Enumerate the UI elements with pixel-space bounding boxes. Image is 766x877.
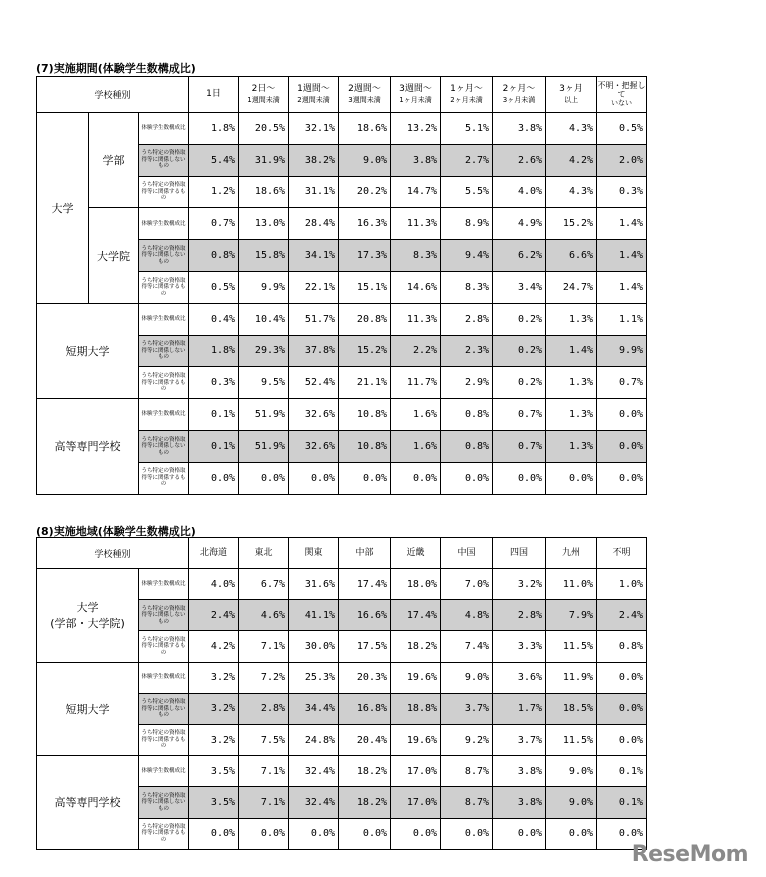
group-label-line: (学部・大学院) <box>50 617 125 631</box>
row-subcategory: 体験学生数構成比 <box>139 303 189 335</box>
value-cell: 0.0% <box>597 462 647 494</box>
value-cell: 3.8% <box>493 113 546 145</box>
value-cell: 0.0% <box>391 818 441 849</box>
col-header: 2ヶ月〜 3ヶ月未満 <box>493 77 546 113</box>
value-cell: 32.4% <box>289 756 339 787</box>
value-cell: 0.4% <box>189 303 239 335</box>
value-cell: 20.2% <box>339 176 391 208</box>
value-cell: 2.2% <box>391 335 441 367</box>
row-subcategory: うち特定の資格取得等に関係しないもの <box>139 430 189 462</box>
value-cell: 1.3% <box>546 399 597 431</box>
value-cell: 8.7% <box>441 787 493 818</box>
value-cell: 1.2% <box>189 176 239 208</box>
col-header: 中部 <box>339 538 391 569</box>
value-cell: 1.8% <box>189 335 239 367</box>
value-cell: 32.6% <box>289 430 339 462</box>
value-cell: 31.6% <box>289 569 339 600</box>
header-school-type: 学校種別 <box>37 538 189 569</box>
value-cell: 19.6% <box>391 724 441 755</box>
table8-title: (8)実施地域(体験学生数構成比) <box>36 525 196 538</box>
value-cell: 3.8% <box>493 756 546 787</box>
col-header: 3ヶ月 以上 <box>546 77 597 113</box>
value-cell: 16.6% <box>339 600 391 631</box>
value-cell: 4.3% <box>546 113 597 145</box>
row-group-label: 学部 <box>89 113 139 208</box>
table-row <box>37 662 647 693</box>
row-group-label: 高等専門学校 <box>37 756 139 850</box>
value-cell: 32.1% <box>289 113 339 145</box>
value-cell: 21.1% <box>339 367 391 399</box>
value-cell: 10.8% <box>339 399 391 431</box>
value-cell: 2.8% <box>239 693 289 724</box>
col-header: 近畿 <box>391 538 441 569</box>
value-cell: 9.0% <box>546 787 597 818</box>
value-cell: 1.6% <box>391 430 441 462</box>
value-cell: 7.0% <box>441 569 493 600</box>
table-row <box>37 208 647 240</box>
col-header: 関東 <box>289 538 339 569</box>
value-cell: 18.8% <box>391 693 441 724</box>
value-cell: 3.2% <box>189 693 239 724</box>
value-cell: 0.0% <box>289 818 339 849</box>
table8-region <box>36 537 647 850</box>
value-cell: 11.5% <box>546 724 597 755</box>
value-cell: 0.0% <box>441 462 493 494</box>
value-cell: 25.3% <box>289 662 339 693</box>
value-cell: 0.0% <box>289 462 339 494</box>
row-subcategory: うち特定の資格取得等に関係しないもの <box>139 693 189 724</box>
row-subcategory: うち特定の資格取得等に関係するもの <box>139 724 189 755</box>
value-cell: 0.3% <box>189 367 239 399</box>
value-cell: 0.0% <box>597 662 647 693</box>
value-cell: 0.0% <box>597 693 647 724</box>
value-cell: 1.4% <box>597 240 647 272</box>
value-cell: 9.5% <box>239 367 289 399</box>
row-subcategory: うち特定の資格取得等に関係しないもの <box>139 335 189 367</box>
value-cell: 18.6% <box>339 113 391 145</box>
value-cell: 16.8% <box>339 693 391 724</box>
value-cell: 10.8% <box>339 430 391 462</box>
value-cell: 0.0% <box>189 818 239 849</box>
value-cell: 2.9% <box>441 367 493 399</box>
header-school-type: 学校種別 <box>37 77 189 113</box>
value-cell: 1.0% <box>597 569 647 600</box>
value-cell: 0.1% <box>597 756 647 787</box>
value-cell: 18.2% <box>339 756 391 787</box>
col-header: 不明・把握して いない <box>597 77 647 113</box>
value-cell: 9.0% <box>441 662 493 693</box>
value-cell: 7.9% <box>546 600 597 631</box>
value-cell: 30.0% <box>289 631 339 662</box>
value-cell: 0.0% <box>597 724 647 755</box>
value-cell: 10.4% <box>239 303 289 335</box>
value-cell: 11.3% <box>391 303 441 335</box>
value-cell: 6.7% <box>239 569 289 600</box>
col-header: 2週間〜 3週間未満 <box>339 77 391 113</box>
value-cell: 9.4% <box>441 240 493 272</box>
col-header: 1週間〜 2週間未満 <box>289 77 339 113</box>
table-row <box>37 113 647 145</box>
value-cell: 6.2% <box>493 240 546 272</box>
value-cell: 4.2% <box>546 144 597 176</box>
row-subcategory: 体験学生数構成比 <box>139 662 189 693</box>
value-cell: 3.2% <box>493 569 546 600</box>
value-cell: 41.1% <box>289 600 339 631</box>
value-cell: 1.6% <box>391 399 441 431</box>
value-cell: 0.5% <box>189 271 239 303</box>
table7-duration <box>36 76 647 495</box>
row-group-label: 短期大学 <box>37 303 139 398</box>
value-cell: 0.0% <box>597 430 647 462</box>
value-cell: 19.6% <box>391 662 441 693</box>
value-cell: 7.1% <box>239 631 289 662</box>
value-cell: 34.1% <box>289 240 339 272</box>
value-cell: 3.7% <box>441 693 493 724</box>
value-cell: 4.2% <box>189 631 239 662</box>
value-cell: 0.8% <box>189 240 239 272</box>
value-cell: 0.0% <box>597 399 647 431</box>
col-header: 2日〜 1週間未満 <box>239 77 289 113</box>
value-cell: 4.0% <box>189 569 239 600</box>
value-cell: 5.4% <box>189 144 239 176</box>
value-cell: 17.0% <box>391 756 441 787</box>
col-header: 中国 <box>441 538 493 569</box>
value-cell: 0.7% <box>597 367 647 399</box>
value-cell: 3.8% <box>493 787 546 818</box>
row-subcategory: うち特定の資格取得等に関係しないもの <box>139 787 189 818</box>
value-cell: 3.4% <box>493 271 546 303</box>
value-cell: 9.9% <box>239 271 289 303</box>
row-subcategory: うち特定の資格取得等に関係するもの <box>139 271 189 303</box>
value-cell: 1.7% <box>493 693 546 724</box>
value-cell: 31.1% <box>289 176 339 208</box>
value-cell: 7.4% <box>441 631 493 662</box>
resemom-logo: ReseMom <box>631 842 748 867</box>
value-cell: 3.5% <box>189 756 239 787</box>
value-cell: 18.6% <box>239 176 289 208</box>
value-cell: 4.0% <box>493 176 546 208</box>
value-cell: 11.7% <box>391 367 441 399</box>
value-cell: 0.1% <box>189 399 239 431</box>
col-header: 1ヶ月〜 2ヶ月未満 <box>441 77 493 113</box>
value-cell: 28.4% <box>289 208 339 240</box>
value-cell: 0.2% <box>493 335 546 367</box>
value-cell: 0.0% <box>391 462 441 494</box>
value-cell: 1.3% <box>546 430 597 462</box>
value-cell: 7.2% <box>239 662 289 693</box>
value-cell: 3.8% <box>391 144 441 176</box>
value-cell: 2.8% <box>493 600 546 631</box>
value-cell: 11.3% <box>391 208 441 240</box>
value-cell: 0.0% <box>546 818 597 849</box>
value-cell: 11.0% <box>546 569 597 600</box>
value-cell: 31.9% <box>239 144 289 176</box>
value-cell: 9.9% <box>597 335 647 367</box>
value-cell: 24.7% <box>546 271 597 303</box>
col-header: 不明 <box>597 538 647 569</box>
value-cell: 13.0% <box>239 208 289 240</box>
row-subcategory: うち特定の資格取得等に関係するもの <box>139 176 189 208</box>
row-group-label: 大学院 <box>89 208 139 303</box>
row-subcategory: うち特定の資格取得等に関係するもの <box>139 631 189 662</box>
row-subcategory: 体験学生数構成比 <box>139 756 189 787</box>
value-cell: 3.7% <box>493 724 546 755</box>
value-cell: 1.3% <box>546 367 597 399</box>
value-cell: 8.9% <box>441 208 493 240</box>
value-cell: 8.3% <box>391 240 441 272</box>
value-cell: 3.5% <box>189 787 239 818</box>
row-subcategory: うち特定の資格取得等に関係するもの <box>139 462 189 494</box>
value-cell: 0.5% <box>597 113 647 145</box>
value-cell: 2.4% <box>189 600 239 631</box>
value-cell: 8.7% <box>441 756 493 787</box>
value-cell: 0.2% <box>493 303 546 335</box>
col-header: 九州 <box>546 538 597 569</box>
value-cell: 38.2% <box>289 144 339 176</box>
value-cell: 20.8% <box>339 303 391 335</box>
value-cell: 18.2% <box>391 631 441 662</box>
value-cell: 0.1% <box>597 787 647 818</box>
value-cell: 3.2% <box>189 662 239 693</box>
value-cell: 1.3% <box>546 303 597 335</box>
value-cell: 18.5% <box>546 693 597 724</box>
value-cell: 2.4% <box>597 600 647 631</box>
value-cell: 0.0% <box>441 818 493 849</box>
value-cell: 0.0% <box>239 462 289 494</box>
value-cell: 3.6% <box>493 662 546 693</box>
value-cell: 6.6% <box>546 240 597 272</box>
value-cell: 7.1% <box>239 756 289 787</box>
table-row <box>37 399 647 431</box>
row-subcategory: うち特定の資格取得等に関係するもの <box>139 367 189 399</box>
value-cell: 15.2% <box>339 335 391 367</box>
row-subcategory: うち特定の資格取得等に関係しないもの <box>139 600 189 631</box>
value-cell: 0.0% <box>597 818 647 849</box>
value-cell: 17.3% <box>339 240 391 272</box>
value-cell: 9.0% <box>546 756 597 787</box>
value-cell: 51.9% <box>239 430 289 462</box>
value-cell: 0.0% <box>493 462 546 494</box>
value-cell: 20.4% <box>339 724 391 755</box>
row-subcategory: うち特定の資格取得等に関係しないもの <box>139 240 189 272</box>
value-cell: 24.8% <box>289 724 339 755</box>
value-cell: 11.9% <box>546 662 597 693</box>
value-cell: 1.4% <box>597 208 647 240</box>
value-cell: 18.2% <box>339 787 391 818</box>
row-group-label: 大学 <box>37 113 89 304</box>
value-cell: 0.8% <box>441 430 493 462</box>
value-cell: 4.3% <box>546 176 597 208</box>
value-cell: 0.7% <box>493 430 546 462</box>
value-cell: 17.0% <box>391 787 441 818</box>
value-cell: 51.7% <box>289 303 339 335</box>
value-cell: 1.4% <box>546 335 597 367</box>
value-cell: 2.8% <box>441 303 493 335</box>
row-subcategory: うち特定の資格取得等に関係しないもの <box>139 144 189 176</box>
value-cell: 0.0% <box>239 818 289 849</box>
value-cell: 9.2% <box>441 724 493 755</box>
row-group-label: 高等専門学校 <box>37 399 139 494</box>
value-cell: 16.3% <box>339 208 391 240</box>
value-cell: 0.0% <box>189 462 239 494</box>
value-cell: 18.0% <box>391 569 441 600</box>
value-cell: 17.4% <box>391 600 441 631</box>
value-cell: 1.1% <box>597 303 647 335</box>
value-cell: 51.9% <box>239 399 289 431</box>
value-cell: 34.4% <box>289 693 339 724</box>
value-cell: 20.5% <box>239 113 289 145</box>
row-subcategory: 体験学生数構成比 <box>139 208 189 240</box>
value-cell: 0.2% <box>493 367 546 399</box>
value-cell: 14.7% <box>391 176 441 208</box>
value-cell: 9.0% <box>339 144 391 176</box>
value-cell: 0.0% <box>339 818 391 849</box>
value-cell: 15.2% <box>546 208 597 240</box>
row-subcategory: 体験学生数構成比 <box>139 399 189 431</box>
col-header: 3週間〜 1ヶ月未満 <box>391 77 441 113</box>
value-cell: 11.5% <box>546 631 597 662</box>
value-cell: 0.3% <box>597 176 647 208</box>
value-cell: 4.6% <box>239 600 289 631</box>
value-cell: 0.1% <box>189 430 239 462</box>
table7-title: (7)実施期間(体験学生数構成比) <box>36 62 196 75</box>
value-cell: 32.6% <box>289 399 339 431</box>
col-header: 四国 <box>493 538 546 569</box>
value-cell: 14.6% <box>391 271 441 303</box>
value-cell: 5.1% <box>441 113 493 145</box>
table-row <box>37 569 647 600</box>
value-cell: 4.8% <box>441 600 493 631</box>
row-group-label <box>37 569 139 663</box>
row-subcategory: 体験学生数構成比 <box>139 569 189 600</box>
value-cell: 4.9% <box>493 208 546 240</box>
value-cell: 2.6% <box>493 144 546 176</box>
row-subcategory: 体験学生数構成比 <box>139 113 189 145</box>
value-cell: 29.3% <box>239 335 289 367</box>
value-cell: 37.8% <box>289 335 339 367</box>
value-cell: 15.8% <box>239 240 289 272</box>
value-cell: 0.0% <box>339 462 391 494</box>
group-label-line: 大学 <box>76 601 99 615</box>
col-header: 1日 <box>189 77 239 113</box>
row-group-label: 短期大学 <box>37 662 139 756</box>
value-cell: 52.4% <box>289 367 339 399</box>
col-header: 東北 <box>239 538 289 569</box>
value-cell: 2.3% <box>441 335 493 367</box>
value-cell: 17.5% <box>339 631 391 662</box>
value-cell: 5.5% <box>441 176 493 208</box>
value-cell: 1.4% <box>597 271 647 303</box>
value-cell: 20.3% <box>339 662 391 693</box>
value-cell: 0.7% <box>189 208 239 240</box>
value-cell: 0.8% <box>441 399 493 431</box>
value-cell: 15.1% <box>339 271 391 303</box>
value-cell: 0.0% <box>546 462 597 494</box>
value-cell: 0.8% <box>597 631 647 662</box>
table-row <box>37 303 647 335</box>
value-cell: 32.4% <box>289 787 339 818</box>
value-cell: 8.3% <box>441 271 493 303</box>
value-cell: 0.7% <box>493 399 546 431</box>
value-cell: 2.7% <box>441 144 493 176</box>
value-cell: 7.1% <box>239 787 289 818</box>
table-row <box>37 756 647 787</box>
value-cell: 3.2% <box>189 724 239 755</box>
value-cell: 17.4% <box>339 569 391 600</box>
value-cell: 7.5% <box>239 724 289 755</box>
value-cell: 13.2% <box>391 113 441 145</box>
value-cell: 2.0% <box>597 144 647 176</box>
value-cell: 1.8% <box>189 113 239 145</box>
value-cell: 22.1% <box>289 271 339 303</box>
value-cell: 3.3% <box>493 631 546 662</box>
value-cell: 0.0% <box>493 818 546 849</box>
col-header: 北海道 <box>189 538 239 569</box>
row-subcategory: うち特定の資格取得等に関係するもの <box>139 818 189 849</box>
